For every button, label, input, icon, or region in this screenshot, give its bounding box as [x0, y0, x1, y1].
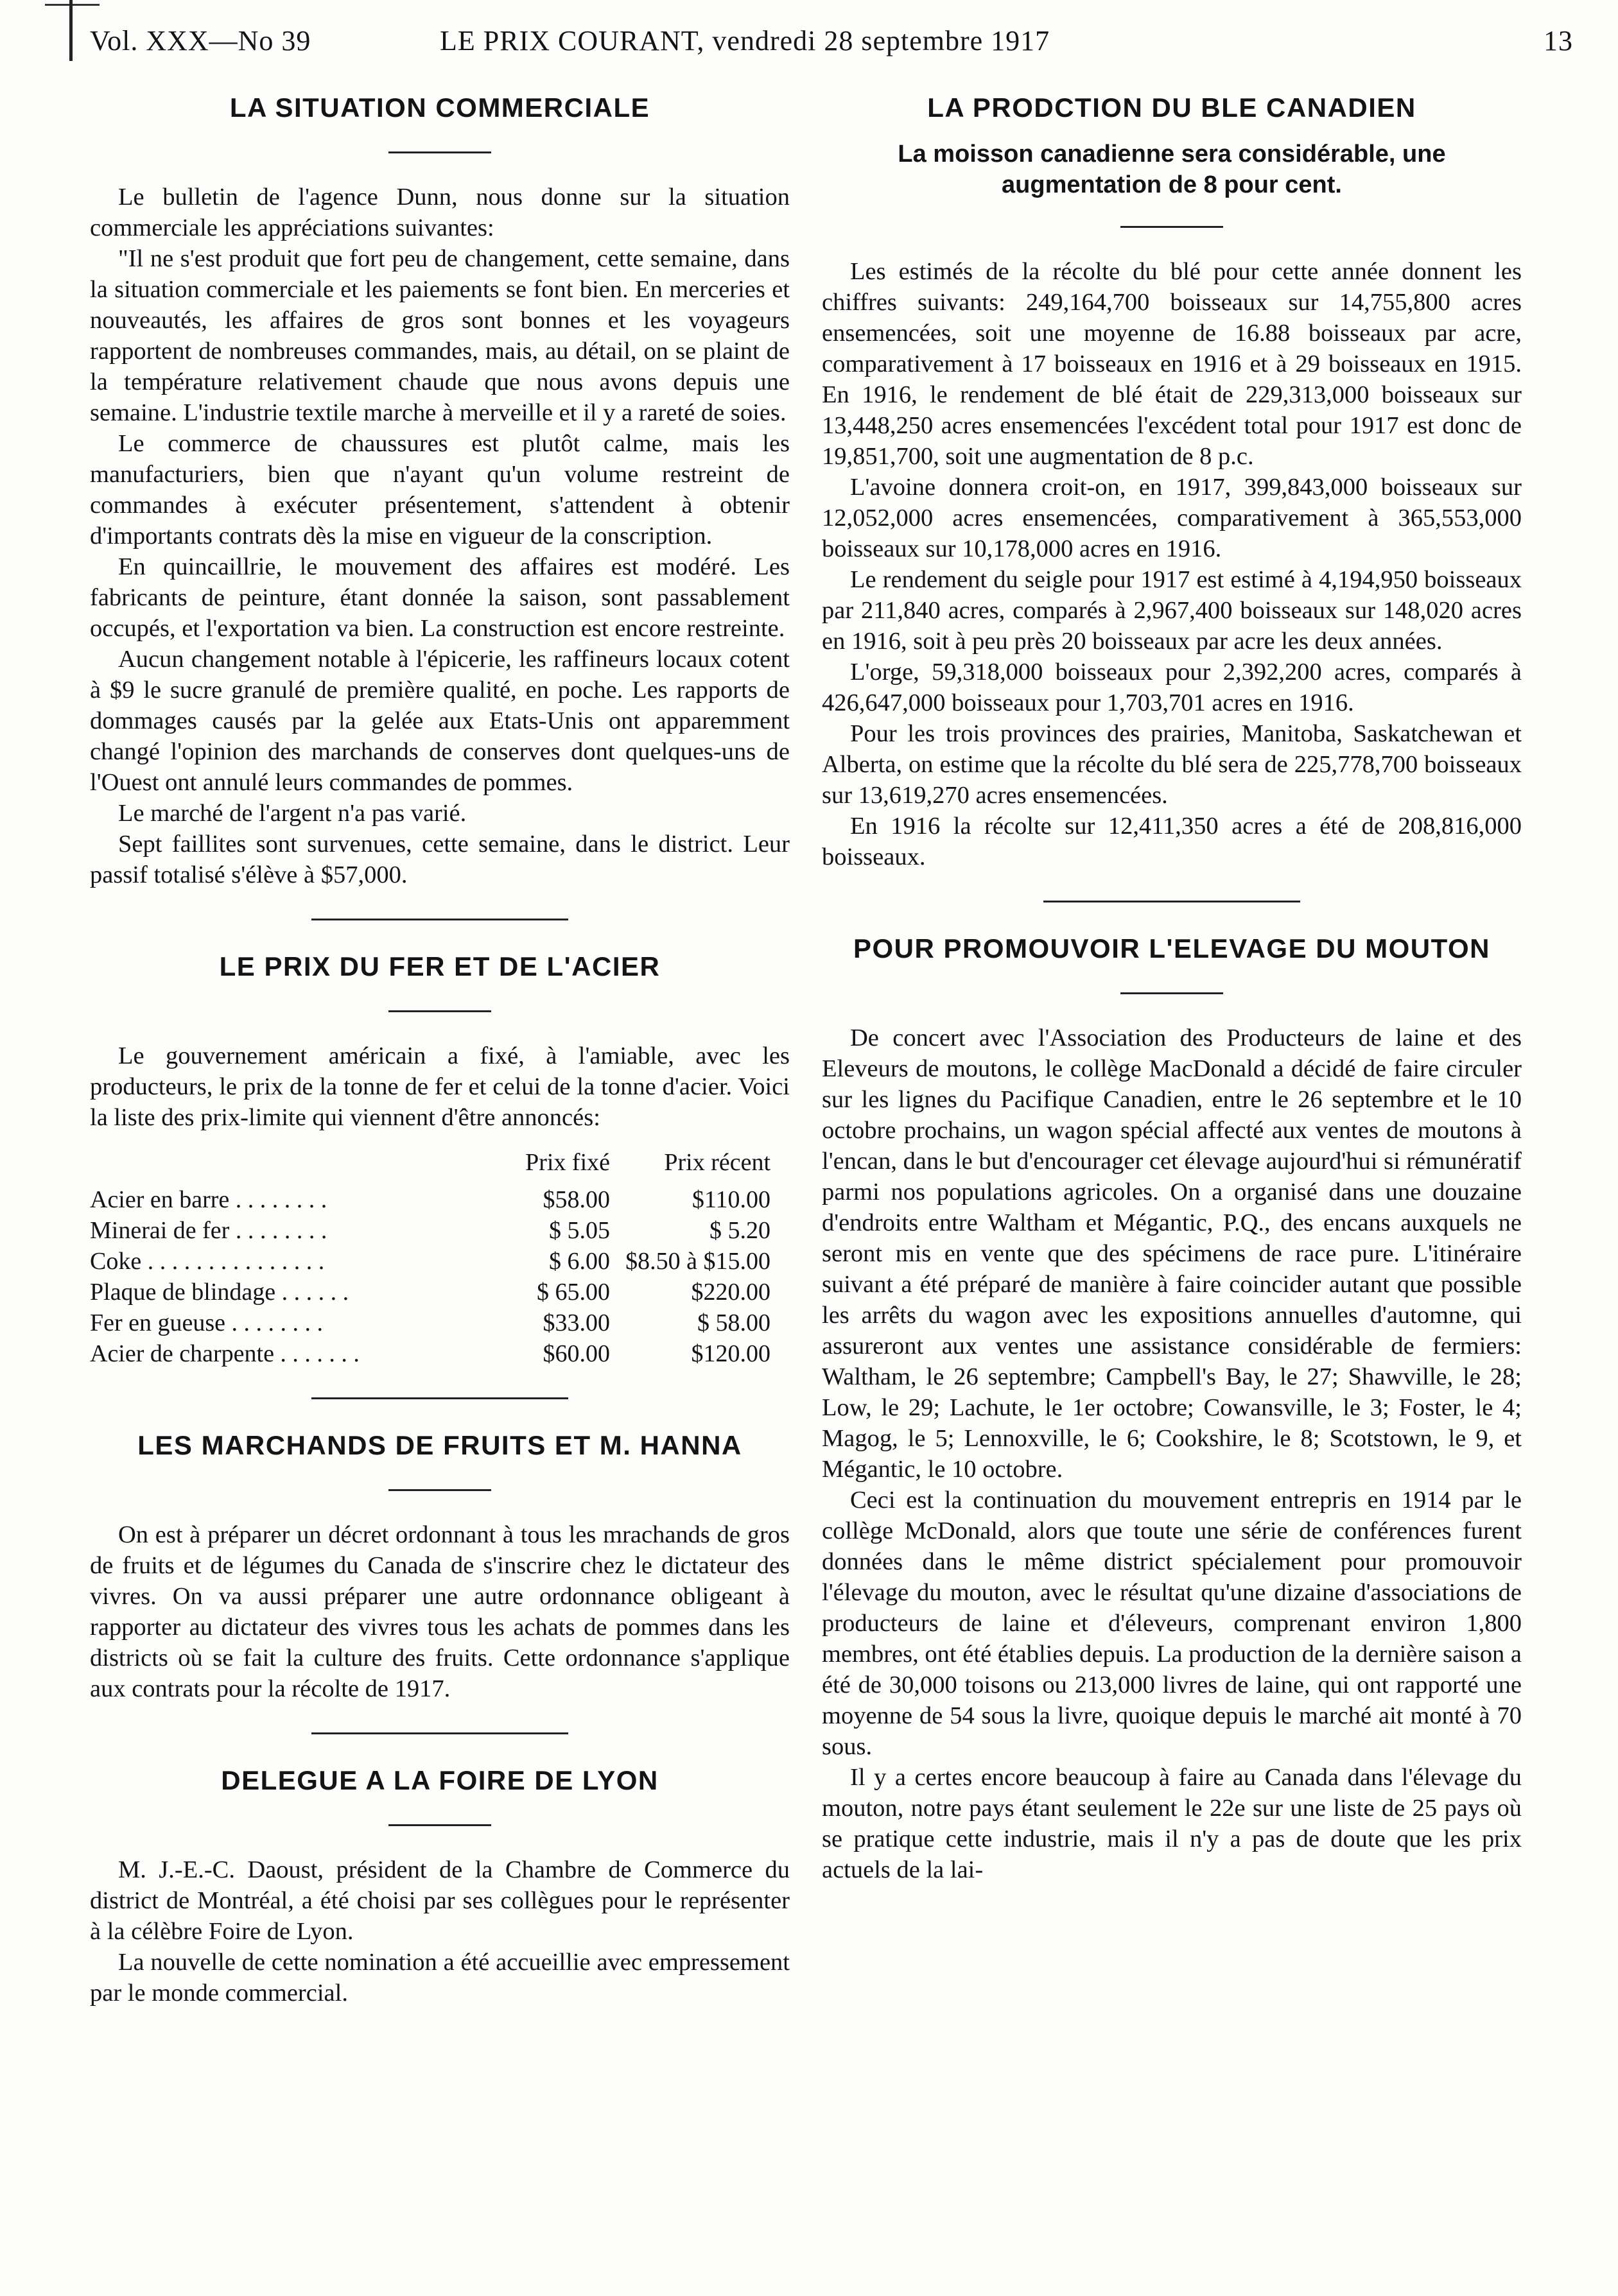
paragraph: Il y a certes encore beaucoup à faire au Canada dans l'élevage du mouton, notre pays étant seulement le 22e sur une liste de 25 pays où se pratique cette industrie, mais il n'y a pas de doute que les prix actuels de la lai-: [822, 1764, 1522, 1883]
paragraph: On est à préparer un décret ordonnant à tous les mrachands de gros de fruits et de légumes du Canada de s'inscrire chez le dictateur des vivres. On va aussi préparer une autre ordonnance obligeant à rapporter au dictateur des vivres tous les achats de pommes dans les districts où se fait la culture des fruits. Cette ordonnance s'applique aux contrats pour la récolte de 1917.: [90, 1521, 790, 1702]
paragraph: Le commerce de chaussures est plutôt calme, mais les manufacturiers, bien que n'ayant qu'un volume restreint de commandes à exécuter présentement, s'attendent à obtenir d'importants contrats dès la mise en vigueur de la conscription.: [90, 430, 790, 549]
price-recent: $110.00: [692, 1186, 770, 1213]
title-rule: [388, 1824, 491, 1826]
col-header-recent: Prix récent: [664, 1149, 770, 1176]
paragraph: Le bulletin de l'agence Dunn, nous donne sur la situation commerciale les appréciations suivantes:: [90, 184, 790, 241]
paragraph: Sept faillites sont survenues, cette semaine, dans le district. Leur passif totalisé s'élève à $57,000.: [90, 831, 790, 888]
price-recent: $8.50 à $15.00: [625, 1248, 770, 1275]
table-row: [90, 1338, 770, 1369]
section-divider: [311, 1732, 568, 1734]
price-fixe: $ 5.05: [549, 1217, 610, 1244]
masthead-date: LE PRIX COURANT, vendredi 28 septembre 1917: [440, 25, 1050, 56]
table-row: [90, 1308, 770, 1338]
price-recent: $ 58.00: [697, 1309, 770, 1336]
table-row: [90, 1184, 770, 1215]
paragraph: Ceci est la continuation du mouvement entrepris en 1914 par le collège McDonald, alors que toute une série de conférences furent données dans le même district spécialement pour promouvoir l'élevage du mouton, avec le résultat qu'une dizaine d'associations de producteurs de laine et d'éleveurs, comprenant environ 1,800 membres, ont été établies depuis. La production de la dernière saison a été de 30,000 toisons ou 213,000 livres de laine, qui ont rapporté une moyenne de 54 sous la livre, quoique depuis le marché ait monté à 70 sous.: [822, 1487, 1522, 1760]
price-fixe: $ 65.00: [537, 1279, 610, 1306]
left-column: [90, 90, 790, 2285]
article-subtitle-ble: La moisson canadienne sera considérable, une augmentation de 8 pour cent.: [898, 141, 1446, 198]
section-divider: [311, 1397, 568, 1399]
article-title-ble: LA PRODCTION DU BLE CANADIEN: [927, 92, 1416, 123]
paragraph: De concert avec l'Association des Producteurs de laine et des Eleveurs de moutons, le collège MacDonald a décidé de faire circuler sur les lignes du Pacifique Canadien, entre le 26 septembre et le 10 octobre prochains, un wagon spécial affecté aux ventes de moutons à l'encan, dans le but d'encourager cet élevage aujourd'hui si rémunératif parmi nos populations agricoles. On a organisé dans une douzaine d'endroits entre Waltham et Mégantic, P.Q., des encans auxquels ne seront mis en vente que des spécimens de race pure. L'itinéraire suivant a été préparé de manière à faire coincider autant que possible les arrêts du wagon avec les expositions annuelles d'automne, qui assureront aux ventes une assistance considérable de fermiers: Waltham, le 26 septembre; Campbell's Bay, le 27; Shawville, le 28; Low, le 29; Lachute, le 1er octobre; Cowansville, le 3; Foster, le 4; Magog, le 5; Lennoxville, le 6; Cookshire, le 8; Scotstown, le 9, et Mégantic, le 10 octobre.: [822, 1024, 1522, 1483]
section-divider: [311, 919, 568, 920]
paragraph: M. J.-E.-C. Daoust, président de la Chambre de Commerce du district de Montréal, a été choisi par ses collègues pour le représenter à la célèbre Foire de Lyon.: [90, 1856, 790, 1945]
price-fixe: $33.00: [543, 1309, 610, 1336]
price-label: Fer en gueuse . . . . . . . .: [90, 1309, 324, 1336]
volume-number: Vol. XXX—No 39: [90, 25, 311, 56]
price-recent: $ 5.20: [709, 1217, 770, 1244]
price-table: [90, 1147, 770, 1369]
price-label: Acier de charpente . . . . . . .: [90, 1340, 360, 1367]
paragraph: L'orge, 59,318,000 boisseaux pour 2,392,200 acres, comparés à 426,647,000 boisseaux pour 1,703,701 acres en 1916.: [822, 659, 1522, 716]
price-fixe: $60.00: [543, 1340, 610, 1367]
price-label: Minerai de fer . . . . . . . .: [90, 1217, 327, 1244]
table-row: [90, 1277, 770, 1308]
article-title-fruits: LES MARCHANDS DE FRUITS ET M. HANNA: [137, 1430, 742, 1460]
page-number: 13: [1544, 25, 1573, 56]
paragraph: En quincaillrie, le mouvement des affaires est modéré. Les fabricants de peinture, étant donnée la saison, sont passablement occupés, et l'exportation va bien. La construction est encore restreinte.: [90, 553, 790, 642]
article-title-situation: LA SITUATION COMMERCIALE: [229, 92, 650, 123]
price-label: Plaque de blindage . . . . . .: [90, 1279, 349, 1306]
title-rule: [388, 1010, 491, 1012]
title-rule: [388, 1489, 491, 1491]
paragraph: La nouvelle de cette nomination a été accueillie avec empressement par le monde commercial.: [90, 1949, 790, 2007]
article-title-lyon: DELEGUE A LA FOIRE DE LYON: [221, 1765, 659, 1795]
article-title-fer: LE PRIX DU FER ET DE L'ACIER: [219, 951, 661, 981]
table-row: [90, 1246, 770, 1277]
article-title-mouton: POUR PROMOUVOIR L'ELEVAGE DU MOUTON: [853, 933, 1490, 963]
paragraph: "Il ne s'est produit que fort peu de changement, cette semaine, dans la situation commerciale et les paiements se font bien. En merceries et nouveautés, les affaires de gros sont bonnes et les voyageurs rapportent de nombreuses commandes, mais, au détail, on se plaint de la température relativement chaude que nous avons depuis une semaine. L'industrie textile marche à merveille et il y a rareté de soies.: [90, 245, 790, 426]
paragraph: En 1916 la récolte sur 12,411,350 acres a été de 208,816,000 boisseaux.: [822, 813, 1522, 870]
price-fixe: $ 6.00: [549, 1248, 610, 1275]
paragraph: Pour les trois provinces des prairies, Manitoba, Saskatchewan et Alberta, on estime que la récolte du blé sera de 225,778,700 boisseaux sur 13,619,270 acres ensemencées.: [822, 720, 1522, 809]
page-header: [90, 24, 1579, 63]
title-rule: [1120, 226, 1223, 228]
paragraph: L'avoine donnera croit-on, en 1917, 399,843,000 boisseaux sur 12,052,000 acres ensemencées, comparativement à 365,553,000 boisseaux sur 10,178,000 acres en 1916.: [822, 474, 1522, 562]
paragraph: Le marché de l'argent n'a pas varié.: [118, 800, 467, 827]
price-table-header: [90, 1147, 770, 1184]
price-label: Acier en barre . . . . . . . .: [90, 1186, 327, 1213]
col-header-fixe: Prix fixé: [525, 1149, 610, 1176]
price-label: Coke . . . . . . . . . . . . . . .: [90, 1248, 325, 1275]
price-recent: $220.00: [691, 1279, 770, 1306]
paragraph: Le rendement du seigle pour 1917 est estimé à 4,194,950 boisseaux par 211,840 acres, comparés à 2,967,400 boisseaux sur 148,020 acres en 1916, soit à peu près 20 boisseaux par acre les deux années.: [822, 566, 1522, 655]
title-rule: [388, 151, 491, 153]
title-rule: [1120, 992, 1223, 994]
paragraph: Aucun changement notable à l'épicerie, les raffineurs locaux cotent à $9 le sucre granulé de première qualité, en poche. Les rapports de dommages causés par la gelée aux Etats-Unis ont apparemment changé l'opinion des marchands de conserves dont quelques-uns de l'Ouest ont annulé leurs commandes de pommes.: [90, 646, 790, 796]
left-margin-rule: [69, 0, 73, 61]
section-divider: [1043, 901, 1300, 902]
paragraph: Les estimés de la récolte du blé pour cette année donnent les chiffres suivants: 249,164,700 boisseaux sur 14,755,800 acres ensemencées, soit une moyenne de 16.88 boisseaux par acre, comparativement à 17 boisseaux en 1916 et à 29 boisseaux en 1915. En 1916, le rendement de blé était de 229,313,000 boisseaux sur 13,448,250 acres ensemencées l'excédent total pour 1917 est donc de 19,851,700, soit une augmentation de 8 p.c.: [822, 258, 1522, 470]
price-fixe: $58.00: [543, 1186, 610, 1213]
paragraph: Le gouvernement américain a fixé, à l'amiable, avec les producteurs, le prix de la tonne de fer et celui de la tonne d'acier. Voici la liste des prix-limite qui viennent d'être annoncés:: [90, 1042, 790, 1131]
price-recent: $120.00: [691, 1340, 770, 1367]
table-row: [90, 1215, 770, 1246]
right-column: [822, 90, 1522, 2285]
